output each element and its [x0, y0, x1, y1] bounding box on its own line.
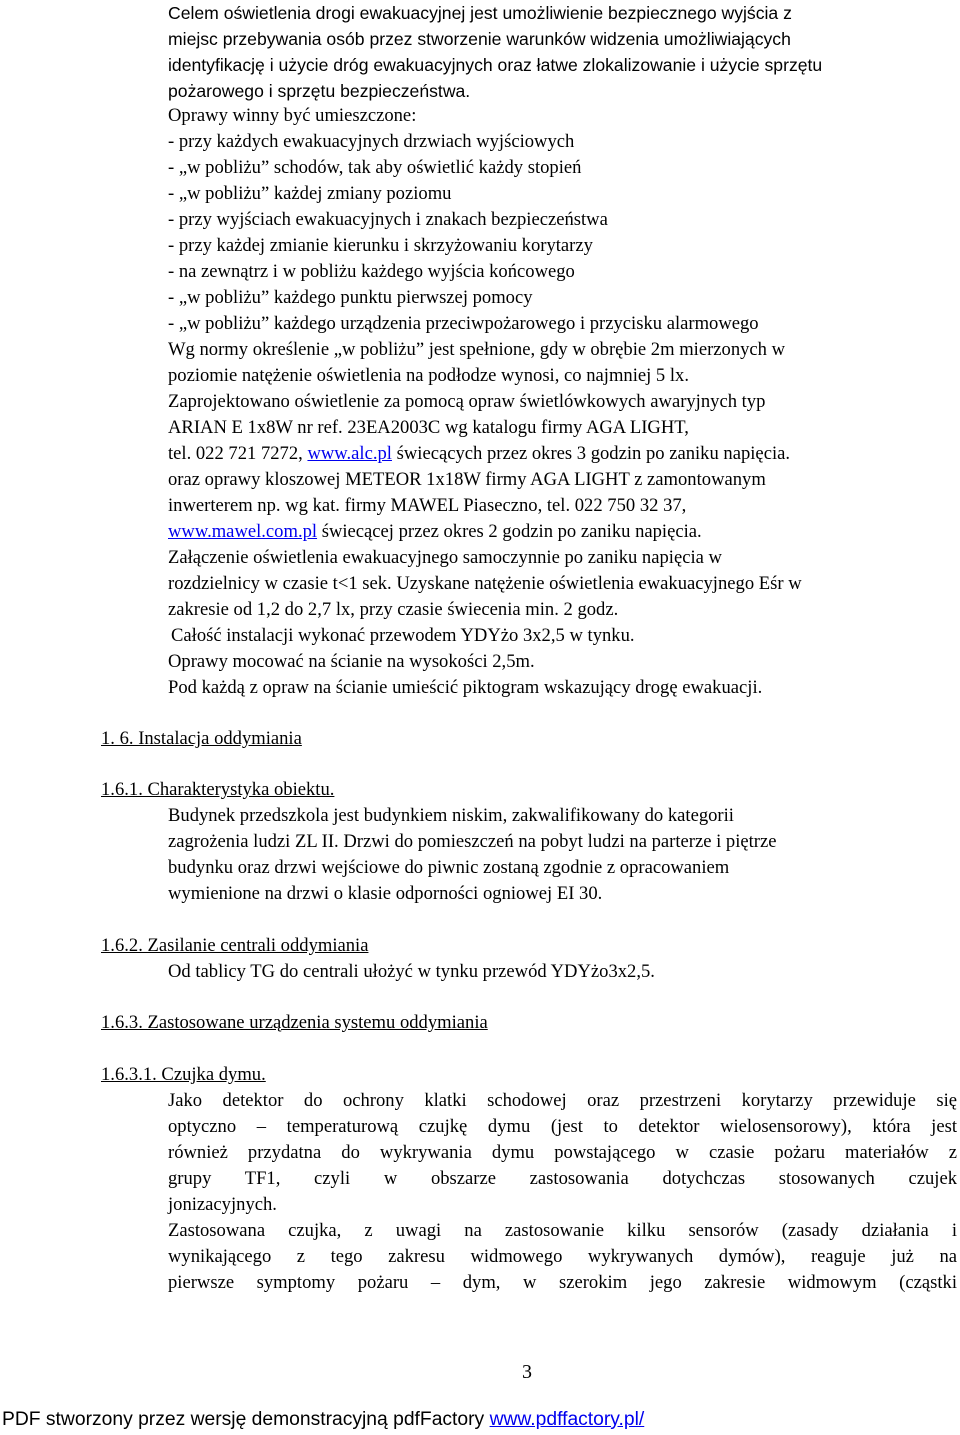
detector-line: optyczno – temperaturową czujkę dymu (jest to detektor wielosensorowy), która jest — [168, 1116, 957, 1137]
building-line: zagrożenia ludzi ZL II. Drzwi do pomieszczeń na pobyt ludzi na parterze i piętrze — [168, 831, 777, 852]
design-section — [168, 389, 802, 701]
intro-line: identyfikację i użycie dróg ewakuacyjnych oraz łatwe zlokalizowanie i użycie sprzętu — [168, 55, 823, 75]
intro-line: miejsc przebywania osób przez stworzenie warunków widzenia umożliwiających — [168, 29, 791, 49]
design-duration-text: świecących przez okres 3 godzin po zaniku napięcia. — [391, 443, 791, 464]
intro-paragraph — [168, 0, 822, 104]
mount-line: Oprawy mocować na ścianie na wysokości 2,5m. — [168, 651, 535, 672]
cable-line: Całość instalacji wykonać przewodem YDYżo 3x2,5 w tynku. — [171, 625, 635, 646]
design-line: Zaprojektowano oświetlenie za pomocą opraw świetlówkowych awaryjnych typ — [168, 391, 766, 412]
building-description — [168, 803, 777, 907]
design-line: inwerterem np. wg kat. firmy MAWEL Piaseczno, tel. 022 750 32 37, — [168, 495, 687, 516]
section-1-6-title: 1. 6. Instalacja oddymiania — [101, 728, 302, 749]
sensor-line: wynikającego z tego zakresu widmowego wykrywanych dymów), reaguje już na — [168, 1246, 957, 1267]
section-1-6-2-title: 1.6.2. Zasilanie centrali oddymiania — [101, 935, 369, 956]
detector-description — [168, 1088, 957, 1296]
page-number: 3 — [522, 1361, 532, 1383]
placement-item: - przy wyjściach ewakuacyjnych i znakach bezpieczeństwa — [168, 209, 608, 230]
norm-line: Wg normy określenie „w pobliżu” jest spełnione, gdy w obrębie 2m mierzonych w — [168, 339, 786, 360]
alc-link[interactable]: www.alc.pl — [307, 443, 392, 464]
placement-item: - przy każdej zmianie kierunku i skrzyżowaniu korytarzy — [168, 235, 593, 256]
placement-item: - „w pobliżu” schodów, tak aby oświetlić każdy stopień — [168, 157, 582, 178]
placement-item: - „w pobliżu” każdego punktu pierwszej pomocy — [168, 287, 533, 308]
pictogram-line: Pod każdą z opraw na ścianie umieścić piktogram wskazujący drogę ewakuacji. — [168, 677, 763, 698]
supply-line: Od tablicy TG do centrali ułożyć w tynku przewód YDYżo3x2,5. — [168, 961, 655, 982]
switch-line: zakresie od 1,2 do 2,7 lx, przy czasie świecenia min. 2 godz. — [168, 599, 619, 620]
mawel-link[interactable]: www.mawel.com.pl — [168, 521, 318, 542]
detector-line: grupy TF1, czyli w obszarze zastosowania dotychczas stosowanych czujek — [168, 1168, 957, 1189]
norm-line: poziomie natężenie oświetlenia na podłodze wynosi, co najmniej 5 lx. — [168, 365, 689, 386]
section-1-6-3-title: 1.6.3. Zastosowane urządzenia systemu oddymiania — [101, 1012, 488, 1033]
placement-item: - „w pobliżu” każdej zmiany poziomu — [168, 183, 452, 204]
pdf-footer — [2, 1407, 644, 1433]
design-line-mawel — [168, 519, 802, 545]
footer-link[interactable]: www.pdffactory.pl/ — [489, 1409, 645, 1430]
building-line: wymienione na drzwi o klasie odporności ogniowej EI 30. — [168, 883, 603, 904]
detector-line: również przydatna do wykrywania dymu powstającego w czasie pożaru materiałów z — [168, 1142, 957, 1163]
section-1-6-3-1-title: 1.6.3.1. Czujka dymu. — [101, 1064, 266, 1085]
intro-line: Celem oświetlenia drogi ewakuacyjnej jest umożliwienie bezpiecznego wyjścia z — [168, 3, 792, 23]
switch-line: Załączenie oświetlenia ewakuacyjnego samoczynnie po zaniku napięcia w — [168, 547, 722, 568]
detector-line: Jako detektor do ochrony klatki schodowej oraz przestrzeni korytarzy przewiduje się — [168, 1090, 957, 1111]
footer-text: PDF stworzony przez wersję demonstracyjną pdfFactory — [2, 1409, 490, 1430]
intro-line: pożarowego i sprzętu bezpieczeństwa. — [168, 81, 471, 101]
design-line: oraz oprawy kloszowej METEOR 1x18W firmy AGA LIGHT z zamontowanym — [168, 469, 766, 490]
design-phone-text: tel. 022 721 7272, — [168, 443, 308, 464]
section-1-6-1-title: 1.6.1. Charakterystyka obiektu. — [101, 779, 335, 800]
placement-item: - na zewnątrz i w pobliżu każdego wyjścia końcowego — [168, 261, 575, 282]
placement-section — [168, 103, 785, 389]
placement-item: - „w pobliżu” każdego urządzenia przeciwpożarowego i przycisku alarmowego — [168, 313, 759, 334]
switch-line: rozdzielnicy w czasie t<1 sek. Uzyskane natężenie oświetlenia ewakuacyjnego Eśr w — [168, 573, 802, 594]
building-line: Budynek przedszkola jest budynkiem niskim, zakwalifikowany do kategorii — [168, 805, 734, 826]
design-line: ARIAN E 1x8W nr ref. 23EA2003C wg katalogu firmy AGA LIGHT, — [168, 417, 689, 438]
design-line-phone — [168, 441, 802, 467]
building-line: budynku oraz drzwi wejściowe do piwnic zostaną zgodnie z opracowaniem — [168, 857, 730, 878]
mawel-duration-text: świecącej przez okres 2 godzin po zaniku napięcia. — [317, 521, 702, 542]
sensor-line: Zastosowana czujka, z uwagi na zastosowanie kilku sensorów (zasady działania i — [168, 1220, 957, 1241]
detector-line-last: jonizacyjnych. — [168, 1194, 277, 1215]
placement-heading: Oprawy winny być umieszczone: — [168, 105, 417, 126]
sensor-line: pierwsze symptomy pożaru – dym, w szerokim jego zakresie widmowym (cząstki — [168, 1272, 957, 1293]
placement-item: - przy każdych ewakuacyjnych drzwiach wyjściowych — [168, 131, 575, 152]
